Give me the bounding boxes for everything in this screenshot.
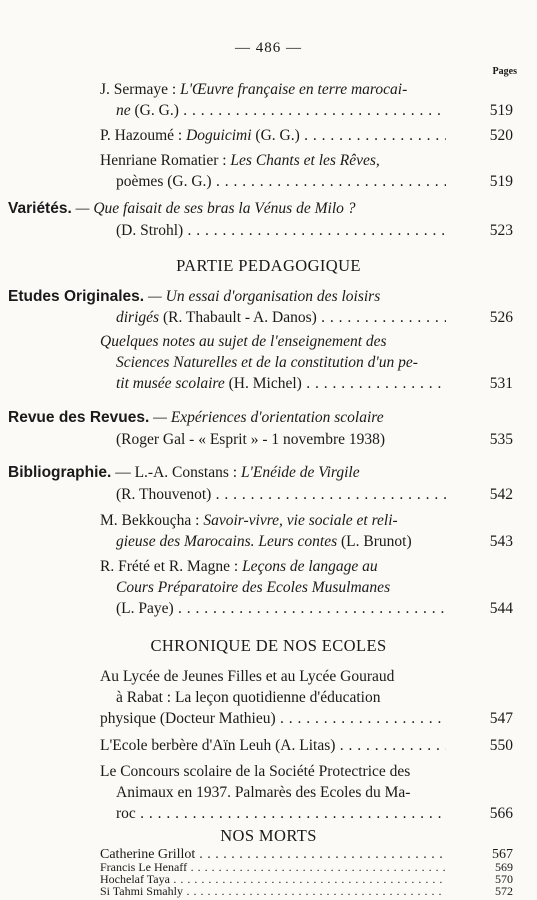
entry-title: — Que faisait de ses bras la Vénus de Milo ? <box>71 200 356 217</box>
section-label: Bibliographie. <box>8 464 112 481</box>
entry-page: 569 <box>495 860 513 874</box>
partie-pedagogique-heading: PARTIE PEDAGOGIQUE <box>176 256 361 275</box>
entry-author: — L.-A. Constans : <box>111 464 241 481</box>
entry-reviewer: (L. Paye) . . . <box>116 600 446 618</box>
entry-reviewer: (G. G.) <box>251 127 300 144</box>
chronique-heading: CHRONIQUE DE NOS ECOLES <box>150 636 387 655</box>
obituary-name: Si Tahmi Smahly . . . <box>100 884 446 899</box>
entry-page: 542 <box>489 486 513 503</box>
entry-page: 567 <box>492 847 513 862</box>
obituary-name: Hochelaf Taya . . . <box>100 872 446 887</box>
entry-title: Leçons de langage au <box>242 558 378 575</box>
entry-title: L'Ecole berbère d'Aïn Leuh (A. Litas) . . . <box>100 737 446 755</box>
entry-title: — Expériences d'orientation scolaire <box>149 409 384 426</box>
entry-author: P. Hazoumé : <box>100 127 187 144</box>
entry-page: 531 <box>489 375 513 392</box>
entry-title-cont: gieuse des Marocains. Leurs contes <box>116 533 338 550</box>
pages-column-header: Pages <box>492 66 517 77</box>
entry-reviewer: (R. Thouvenot) . . . <box>116 486 446 504</box>
section-label: Etudes Originales. <box>8 288 145 305</box>
entry-title: L'Œuvre française en terre marocai- <box>180 81 408 98</box>
entry-title: Le Concours scolaire de la Société Protectrice des <box>100 763 411 780</box>
entry-title-cont: ne <box>116 102 131 119</box>
entry-page: 543 <box>489 533 513 550</box>
entry-page: 535 <box>489 431 513 448</box>
nos-morts-heading: NOS MORTS <box>220 826 317 845</box>
entry-page: 570 <box>495 872 513 886</box>
entry-page: 520 <box>489 127 513 144</box>
entry-page: 572 <box>495 884 513 898</box>
entry-reviewer: (D. Strohl) . . . <box>116 222 446 240</box>
entry-title: L'Enéide de Virgile <box>240 464 360 481</box>
entry-page: 547 <box>489 710 513 727</box>
entry-author: R. Frété et R. Magne : <box>100 558 243 575</box>
entry-page: 550 <box>489 737 513 754</box>
entry-reviewer: (G. G.) <box>130 102 179 119</box>
entry-title-cont: Cours Préparatoire des Ecoles Musulmanes <box>116 579 391 596</box>
entry-title-cont: Animaux en 1937. Palmarès des Ecoles du Ma- <box>116 784 411 801</box>
entry-title-cont: physique (Docteur Mathieu) . . . <box>100 710 446 728</box>
entry-author: J. Sermaye : <box>100 81 181 98</box>
entry-title-cont: tit musée scolaire <box>116 375 225 392</box>
entry-title: Les Chants et les Rêves, <box>230 152 380 169</box>
entry-title: Savoir-vivre, vie sociale et reli- <box>203 512 398 529</box>
entry-reviewer: (R. Thabault - A. Danos) <box>159 309 317 326</box>
entry-reviewer: (L. Brunot) <box>337 533 412 550</box>
entry-reviewer: (Roger Gal - « Esprit » - 1 novembre 1938) <box>116 431 386 448</box>
entry-title: Au Lycée de Jeunes Filles et au Lycée Gouraud <box>100 668 395 685</box>
entry-author: Henriane Romatier : <box>100 152 231 169</box>
entry-title-cont: Sciences Naturelles et de la constitution d'un pe- <box>116 354 418 371</box>
entry-title-cont: roc . . . <box>116 805 446 823</box>
entry-page: 544 <box>489 600 513 617</box>
entry-title: Quelques notes au sujet de l'enseignement des <box>100 333 387 350</box>
entry-title-cont: à Rabat : La leçon quotidienne d'éducation <box>116 689 381 706</box>
section-label: Revue des Revues. <box>8 409 150 426</box>
section-label: Variétés. <box>8 200 72 217</box>
entry-page: 523 <box>489 222 513 239</box>
entry-page: 566 <box>489 805 513 822</box>
entry-title: — Un essai d'organisation des loisirs <box>144 288 381 305</box>
entry-author: M. Bekkouçha : <box>100 512 204 529</box>
entry-title-cont: dirigés <box>116 309 160 326</box>
page-number: — 486 — <box>235 40 302 56</box>
obituary-name: Francis Le Henaff . . . <box>100 860 446 875</box>
entry-page: 519 <box>489 102 513 119</box>
entry-title: Doguicimi <box>186 127 252 144</box>
entry-title-cont: poèmes (G. G.) . . . <box>116 173 446 191</box>
obituary-name: Catherine Grillot . . . <box>100 847 446 863</box>
entry-reviewer: (H. Michel) <box>224 375 302 392</box>
entry-page: 526 <box>489 309 513 326</box>
entry-page: 519 <box>489 173 513 190</box>
